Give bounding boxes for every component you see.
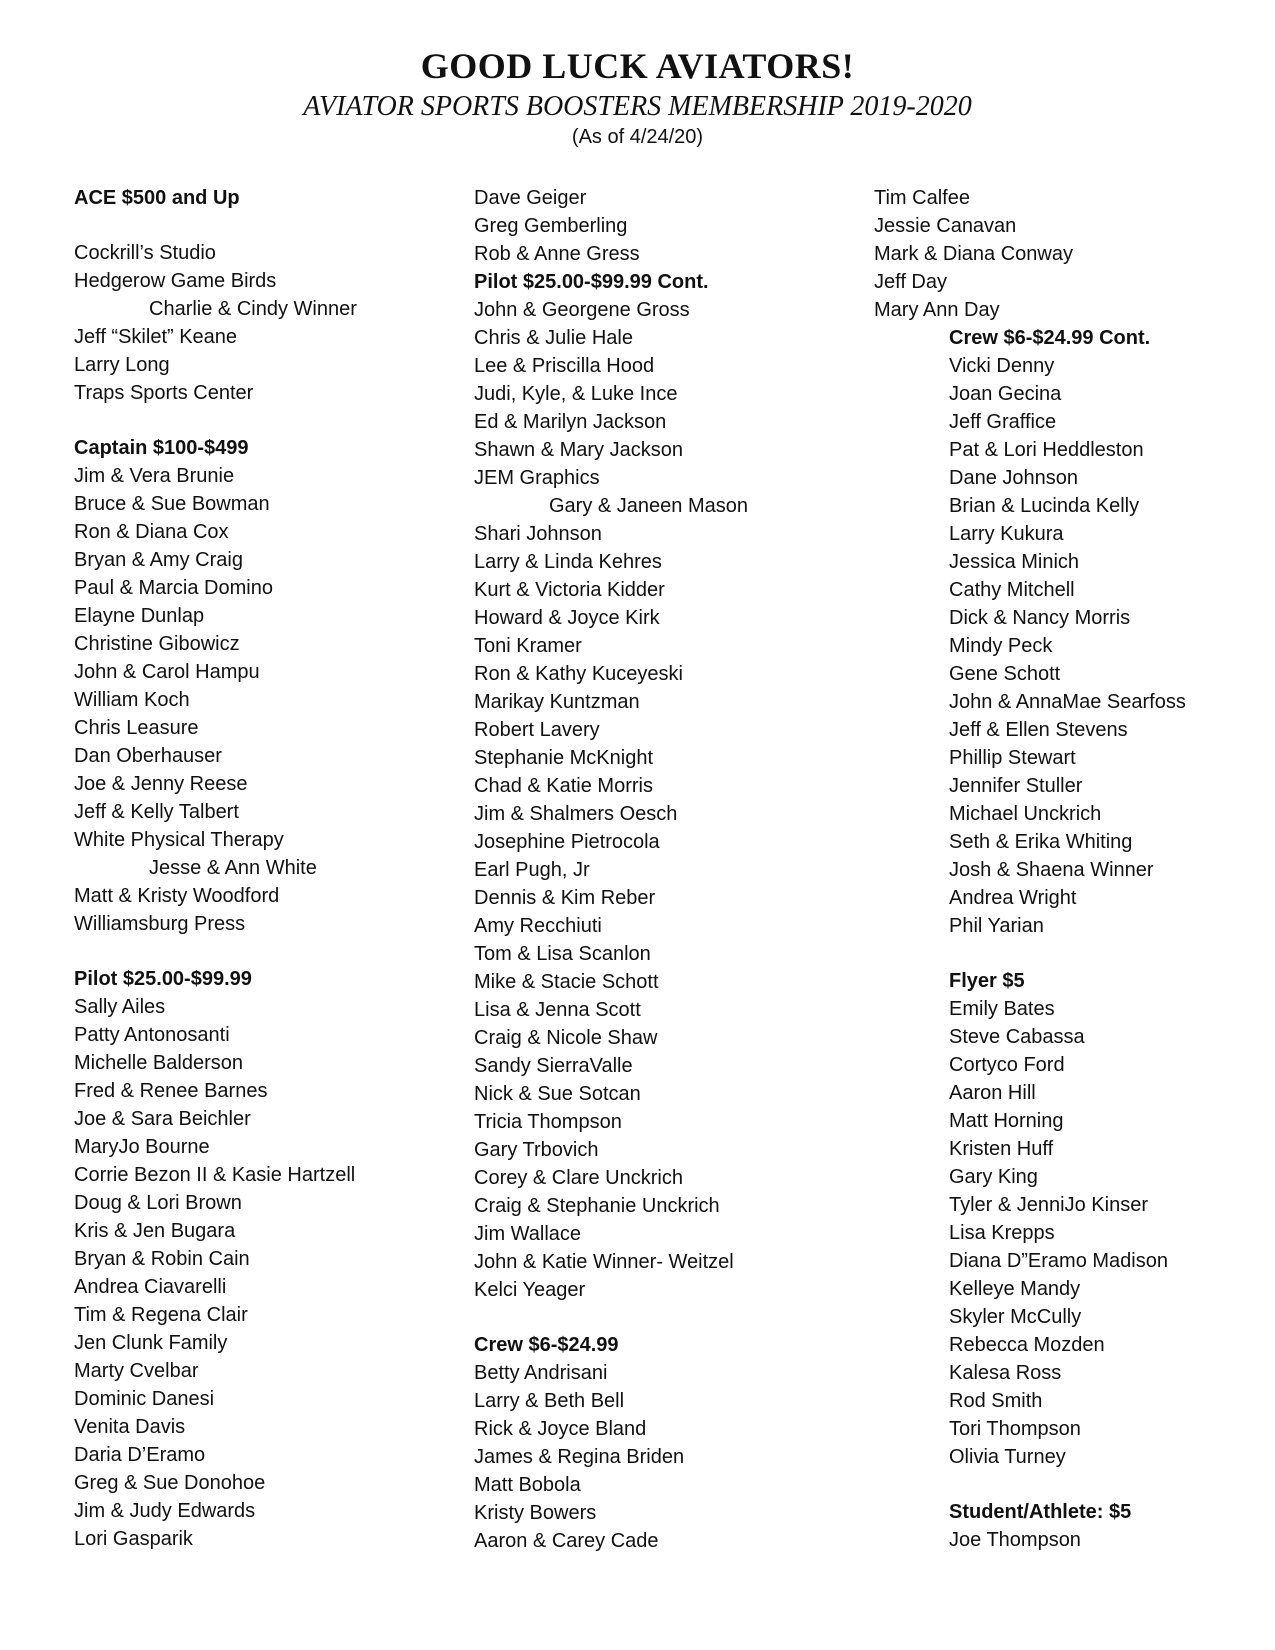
member-name: Marikay Kuntzman [474,691,640,713]
member-name: Aaron Hill [949,1082,1036,1104]
member-name: Kalesa Ross [949,1362,1062,1384]
member-name: Bryan & Robin Cain [74,1248,250,1270]
member-name: Corrie Bezon II & Kasie Hartzell [74,1164,356,1186]
member-name: Skyler McCully [949,1306,1082,1328]
member-name: Tim & Regena Clair [74,1304,248,1326]
member-name: Kurt & Victoria Kidder [474,579,665,601]
member-name: Patty Antonosanti [74,1024,230,1046]
member-name: Jeff & Kelly Talbert [74,801,239,823]
member-name: Kristy Bowers [474,1502,597,1524]
member-name: Marty Cvelbar [74,1360,199,1382]
member-name: Doug & Lori Brown [74,1192,242,1214]
as-of-date: (As of 4/24/20) [571,126,704,148]
member-name: Emily Bates [949,998,1055,1020]
member-name: Larry Long [74,354,170,376]
tier-heading: Crew $6-$24.99 [474,1334,619,1356]
member-name: Cathy Mitchell [949,579,1075,601]
member-name: Gary & Janeen Mason [549,495,748,517]
member-name: Bryan & Amy Craig [74,549,243,571]
member-name: Vicki Denny [949,355,1055,377]
member-name: Lisa & Jenna Scott [474,999,641,1021]
member-name: Corey & Clare Unckrich [474,1167,683,1189]
member-name: Howard & Joyce Kirk [474,607,660,629]
member-name: Kelci Yeager [474,1279,586,1301]
member-name: Chris & Julie Hale [474,327,633,349]
member-name: Traps Sports Center [74,382,254,404]
member-name: Sandy SierraValle [474,1055,633,1077]
member-name: Greg Gemberling [474,215,628,237]
member-name: Craig & Stephanie Unckrich [474,1195,720,1217]
member-name: Michelle Balderson [74,1052,243,1074]
member-name: Phillip Stewart [949,747,1076,769]
member-name: Jesse & Ann White [149,857,317,879]
tier-heading: Flyer $5 [949,970,1025,992]
member-name: Rick & Joyce Bland [474,1418,647,1440]
member-name: Ron & Diana Cox [74,521,229,543]
member-name: Judi, Kyle, & Luke Ince [474,383,678,405]
member-name: Dick & Nancy Morris [949,607,1131,629]
member-name: Craig & Nicole Shaw [474,1027,658,1049]
member-name: John & Carol Hampu [74,661,260,683]
member-name: Mindy Peck [949,635,1053,657]
spacer [474,1304,748,1331]
spacer [74,938,357,965]
member-name: Dominic Danesi [74,1388,215,1410]
member-name: Gene Schott [949,663,1061,685]
member-name: Toni Kramer [474,635,582,657]
member-name: Brian & Lucinda Kelly [949,495,1140,517]
member-name: Larry Kukura [949,523,1064,545]
member-name: Rebecca Mozden [949,1334,1105,1356]
member-name: Joe Thompson [949,1529,1081,1551]
member-name: Tyler & JenniJo Kinser [949,1194,1148,1216]
tier-heading: Pilot $25.00-$99.99 [74,968,252,990]
member-name: Nick & Sue Sotcan [474,1083,641,1105]
member-name: Jennifer Stuller [949,775,1083,797]
member-name: Rob & Anne Gress [474,243,640,265]
page-title: GOOD LUCK AVIATORS! [420,46,855,86]
member-name: Joe & Jenny Reese [74,773,248,795]
member-name: Jeff “Skilet” Keane [74,326,238,348]
member-name: Tom & Lisa Scanlon [474,943,651,965]
spacer [74,212,357,239]
member-name: Shari Johnson [474,523,602,545]
member-name: James & Regina Briden [474,1446,685,1468]
member-name: Jessie Canavan [874,215,1017,237]
member-name: Jim & Judy Edwards [74,1500,256,1522]
member-name: Jim & Vera Brunie [74,465,235,487]
member-name: Elayne Dunlap [74,605,205,627]
member-name: White Physical Therapy [74,829,284,851]
member-name: Amy Recchiuti [474,915,602,937]
member-name: Greg & Sue Donohoe [74,1472,266,1494]
member-name: Michael Unckrich [949,803,1102,825]
member-name: Mark & Diana Conway [874,243,1073,265]
member-name: Mike & Stacie Schott [474,971,659,993]
member-name: Venita Davis [74,1416,186,1438]
member-name: Dan Oberhauser [74,745,222,767]
member-name: Jim & Shalmers Oesch [474,803,678,825]
member-name: Tim Calfee [874,187,970,209]
tier-heading: Crew $6-$24.99 Cont. [949,327,1151,349]
member-name: Lori Gasparik [74,1528,193,1550]
member-name: Dane Johnson [949,467,1078,489]
member-name: JEM Graphics [474,467,600,489]
membership-column-3 [874,184,1186,1554]
member-name: Chris Leasure [74,717,199,739]
member-name: Chad & Katie Morris [474,775,653,797]
member-name: Andrea Wright [949,887,1077,909]
member-name: Cortyco Ford [949,1054,1065,1076]
member-name: Matt Horning [949,1110,1064,1132]
tier-heading: Pilot $25.00-$99.99 Cont. [474,271,709,293]
member-name: Tori Thompson [949,1418,1081,1440]
member-name: John & Katie Winner- Weitzel [474,1251,734,1273]
member-name: John & Georgene Gross [474,299,690,321]
member-name: Steve Cabassa [949,1026,1085,1048]
member-name: Gary King [949,1166,1038,1188]
member-name: Daria D’Eramo [74,1444,206,1466]
member-name: Larry & Beth Bell [474,1390,625,1412]
member-name: Josh & Shaena Winner [949,859,1154,881]
tier-heading: Captain $100-$499 [74,437,249,459]
member-name: Joan Gecina [949,383,1062,405]
member-name: Joe & Sara Beichler [74,1108,251,1130]
member-name: Larry & Linda Kehres [474,551,662,573]
member-name: Dennis & Kim Reber [474,887,656,909]
spacer [74,407,357,434]
member-name: Hedgerow Game Birds [74,270,277,292]
member-name: Charlie & Cindy Winner [149,298,357,320]
member-name: Bruce & Sue Bowman [74,493,270,515]
member-name: Tricia Thompson [474,1111,622,1133]
member-name: Paul & Marcia Domino [74,577,273,599]
member-name: Matt Bobola [474,1474,581,1496]
member-name: Kris & Jen Bugara [74,1220,236,1242]
member-name: Jeff Graffice [949,411,1057,433]
membership-column-2 [474,184,748,1555]
member-name: Seth & Erika Whiting [949,831,1133,853]
member-name: Sally Ailes [74,996,166,1018]
member-name: Robert Lavery [474,719,600,741]
member-name: Betty Andrisani [474,1362,608,1384]
spacer [874,1471,1186,1498]
tier-heading: ACE $500 and Up [74,187,240,209]
member-name: Lisa Krepps [949,1222,1055,1244]
member-name: Kelleye Mandy [949,1278,1081,1300]
spacer [874,940,1186,967]
member-name: Phil Yarian [949,915,1044,937]
membership-column-1 [74,184,357,1553]
member-name: Jessica Minich [949,551,1080,573]
member-name: Kristen Huff [949,1138,1054,1160]
page-subtitle: AVIATOR SPORTS BOOSTERS MEMBERSHIP 2019-2020 [303,91,972,122]
member-name: Pat & Lori Heddleston [949,439,1144,461]
member-name: Ron & Kathy Kuceyeski [474,663,683,685]
member-name: Dave Geiger [474,187,587,209]
member-name: Rod Smith [949,1390,1043,1412]
member-name: Jeff Day [874,271,947,293]
member-name: Cockrill’s Studio [74,242,216,264]
member-name: Mary Ann Day [874,299,1000,321]
member-name: Jeff & Ellen Stevens [949,719,1128,741]
member-name: Shawn & Mary Jackson [474,439,683,461]
member-name: Josephine Pietrocola [474,831,660,853]
member-name: Fred & Renee Barnes [74,1080,268,1102]
tier-heading: Student/Athlete: $5 [949,1501,1132,1523]
member-name: Christine Gibowicz [74,633,240,655]
member-name: John & AnnaMae Searfoss [949,691,1186,713]
member-name: Earl Pugh, Jr [474,859,590,881]
member-name: Diana D”Eramo Madison [949,1250,1168,1272]
member-name: Jim Wallace [474,1223,582,1245]
member-name: Gary Trbovich [474,1139,599,1161]
member-name: Ed & Marilyn Jackson [474,411,667,433]
member-name: Aaron & Carey Cade [474,1530,659,1552]
member-name: Williamsburg Press [74,913,246,935]
member-name: William Koch [74,689,190,711]
member-name: Jen Clunk Family [74,1332,228,1354]
member-name: Olivia Turney [949,1446,1066,1468]
member-name: MaryJo Bourne [74,1136,210,1158]
member-name: Andrea Ciavarelli [74,1276,227,1298]
member-name: Matt & Kristy Woodford [74,885,280,907]
member-name: Stephanie McKnight [474,747,654,769]
member-name: Lee & Priscilla Hood [474,355,655,377]
